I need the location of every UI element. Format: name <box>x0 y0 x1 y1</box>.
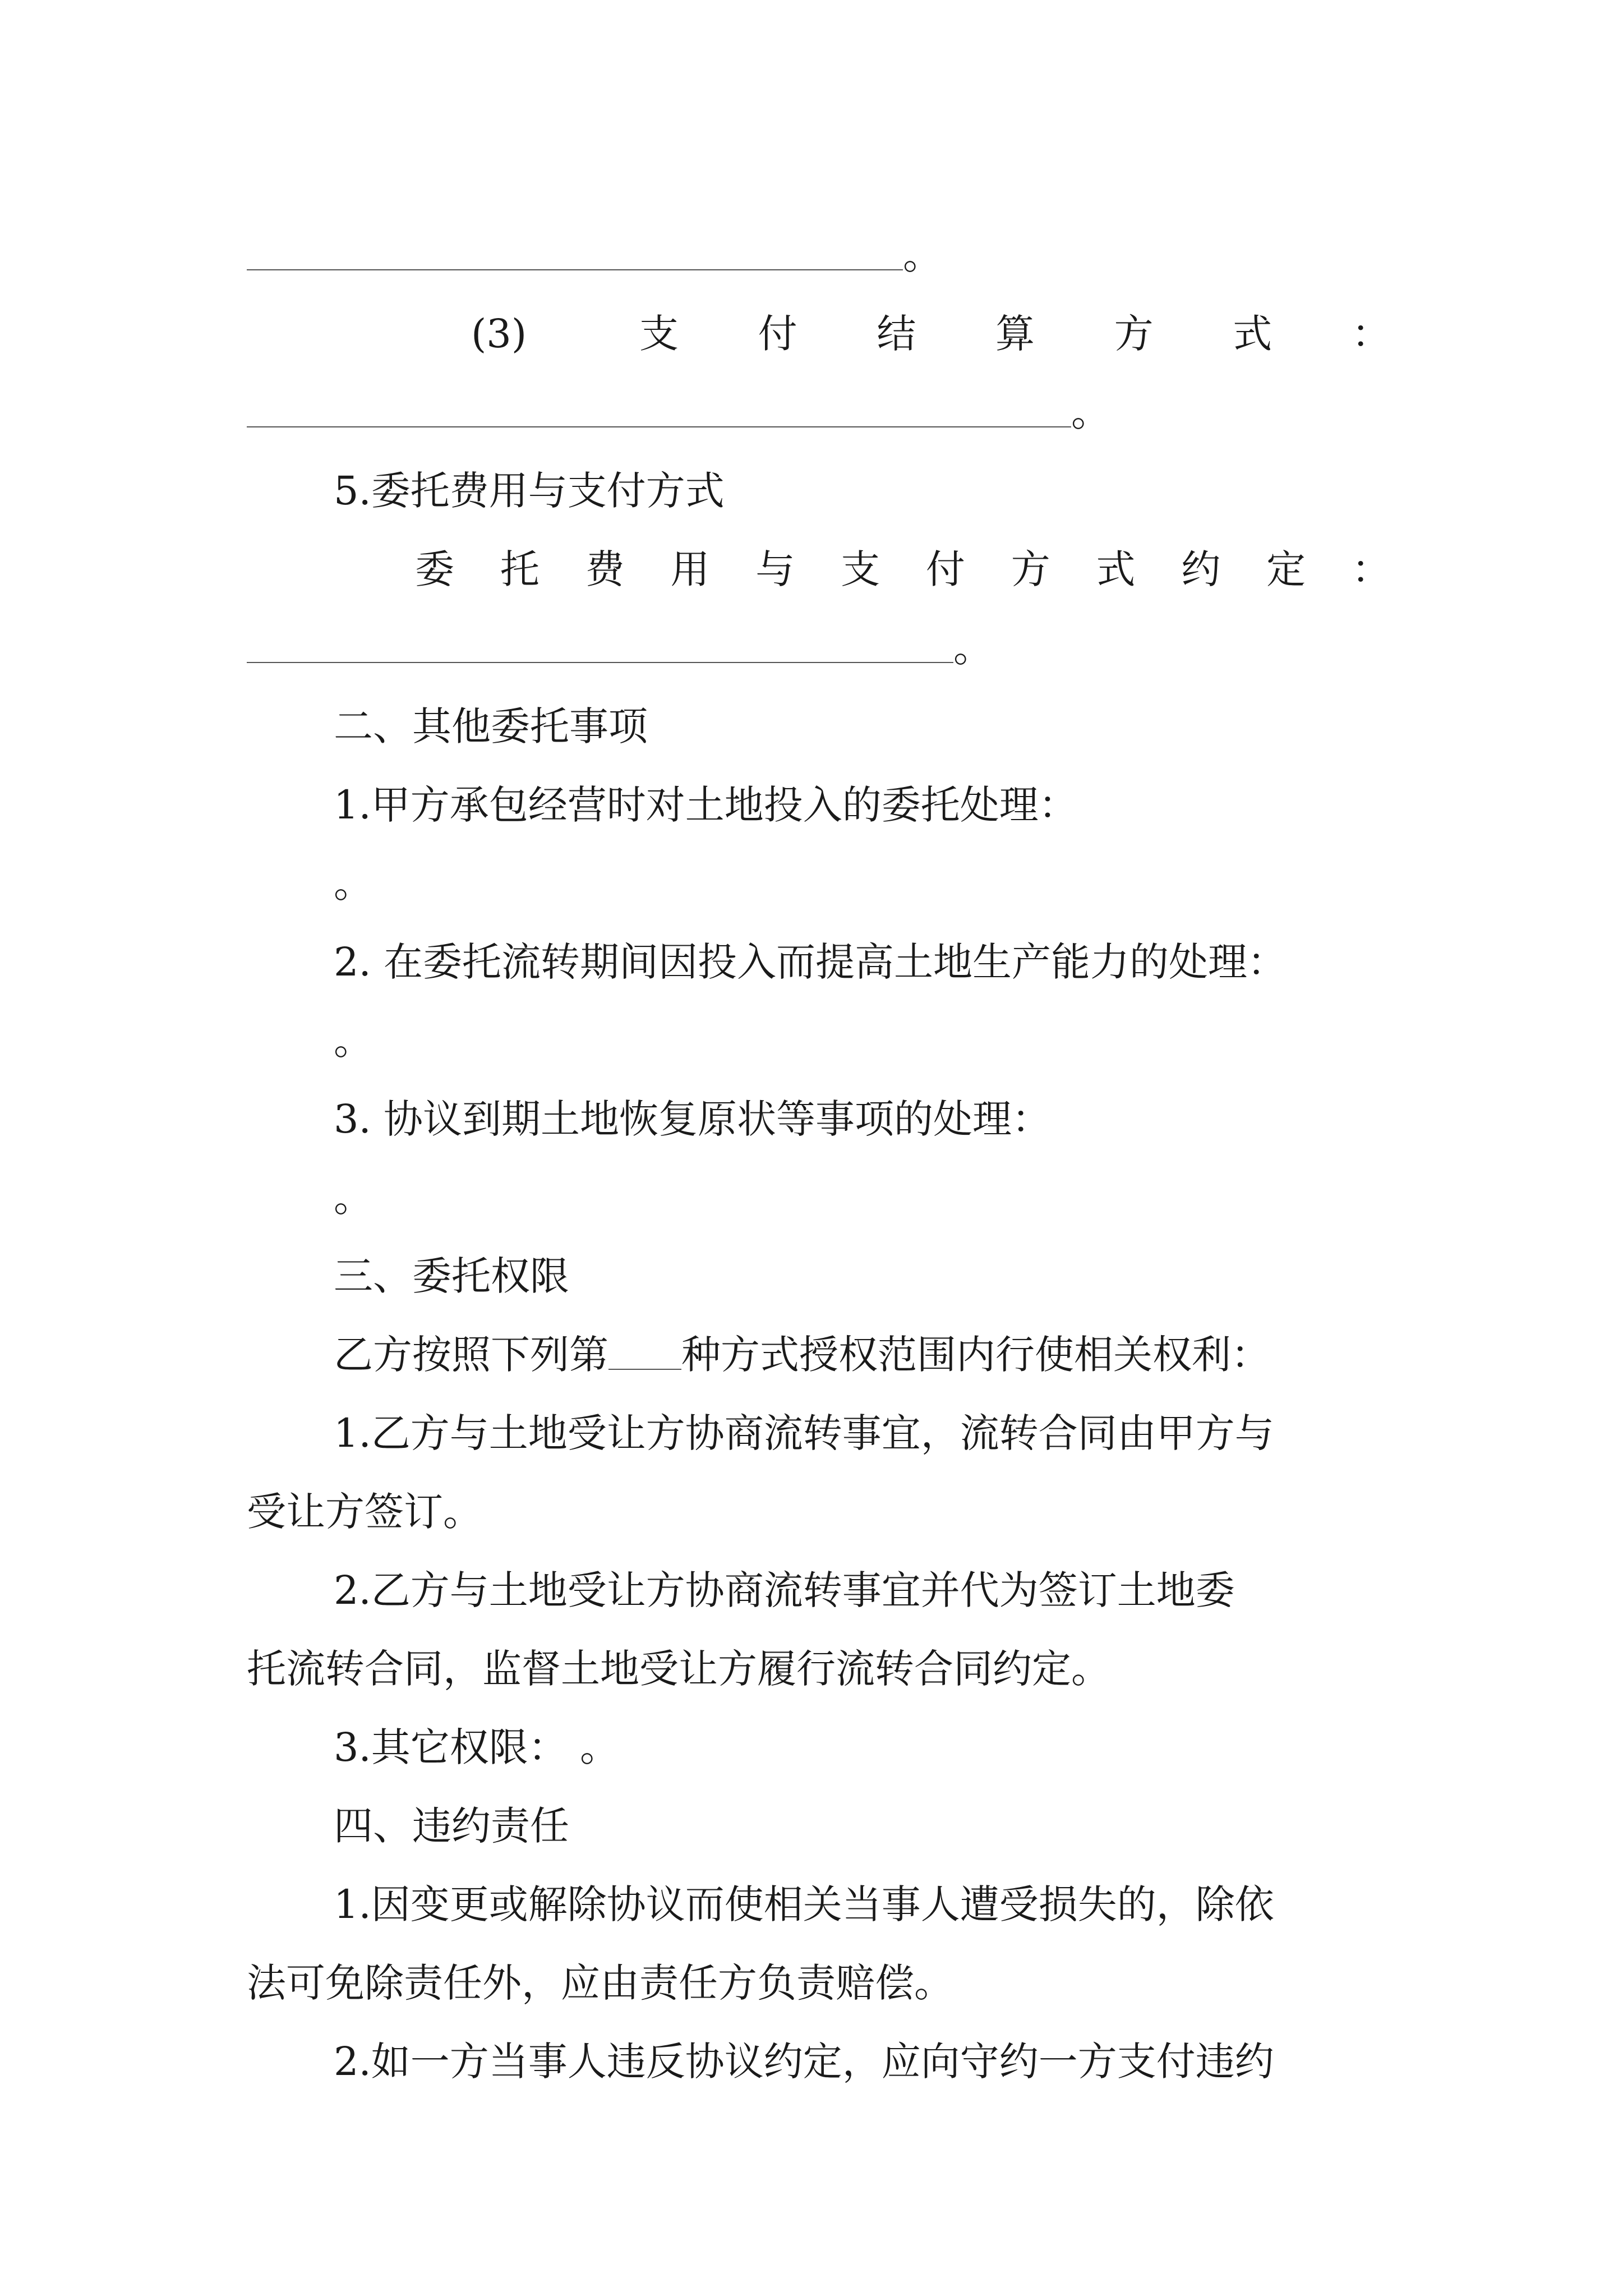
paragraph: 1.因变更或解除协议而使相关当事人遭受损失的，除依 <box>334 1881 1274 1927</box>
paragraph: 3.其它权限： 。 <box>334 1724 620 1770</box>
paragraph: 2.乙方与土地受让方协商流转事宜并代为签订土地委 <box>334 1567 1235 1613</box>
period: 。 <box>1071 389 1110 435</box>
paragraph: 2. 在委托流转期间因投入而提高土地生产能力的处理： <box>334 939 1287 985</box>
section-fee-heading: 5.委托费用与支付方式 <box>334 468 725 514</box>
period-line: 。 <box>334 861 373 907</box>
paragraph-continuation: 受让方签订。 <box>247 1489 482 1535</box>
paragraph: 1.乙方与土地受让方协商流转事宜，流转合同由甲方与 <box>334 1410 1274 1456</box>
section-heading-4: 四、违约责任 <box>334 1803 569 1849</box>
item-number: (3) <box>471 311 527 357</box>
period-line: 。 <box>334 1175 373 1221</box>
fee-agreement-label: 委 托 费 用 与 支 付 方 式 约 定 ： <box>415 546 1391 592</box>
paragraph-continuation: 托流转合同，监督土地受让方履行流转合同约定。 <box>247 1646 1110 1692</box>
blank-line-2 <box>247 353 1391 435</box>
choice-blank[interactable] <box>608 1369 681 1370</box>
authorization-paragraph: 乙方按照下列第 种方式授权范围内行使相关权利： <box>334 1332 1270 1378</box>
fill-blank[interactable] <box>247 662 953 663</box>
fill-blank[interactable] <box>247 269 903 270</box>
payment-settlement-line <box>247 275 1391 357</box>
period: 。 <box>953 625 993 671</box>
fee-agreement-line <box>247 510 1391 592</box>
section-heading-3: 三、委托权限 <box>334 1253 569 1299</box>
paragraph-continuation: 法可免除责任外，应由责任方负责赔偿。 <box>247 1960 953 2006</box>
blank-line-1 <box>247 196 1391 278</box>
paragraph: 3. 协议到期土地恢复原状等事项的处理： <box>334 1096 1052 1142</box>
fill-blank[interactable] <box>247 426 1071 427</box>
section-heading-2: 二、其他委托事项 <box>334 703 648 749</box>
blank-line-3 <box>247 589 1391 671</box>
period-line: 。 <box>334 1018 373 1064</box>
period: 。 <box>903 232 942 278</box>
paragraph: 1.甲方承包经营时对土地投入的委托处理： <box>334 782 1078 828</box>
paragraph: 2.如一方当事人违反协议约定，应向守约一方支付违约 <box>334 2039 1274 2085</box>
payment-settlement-label: 支 付 结 算 方 式 ： <box>639 311 1391 357</box>
